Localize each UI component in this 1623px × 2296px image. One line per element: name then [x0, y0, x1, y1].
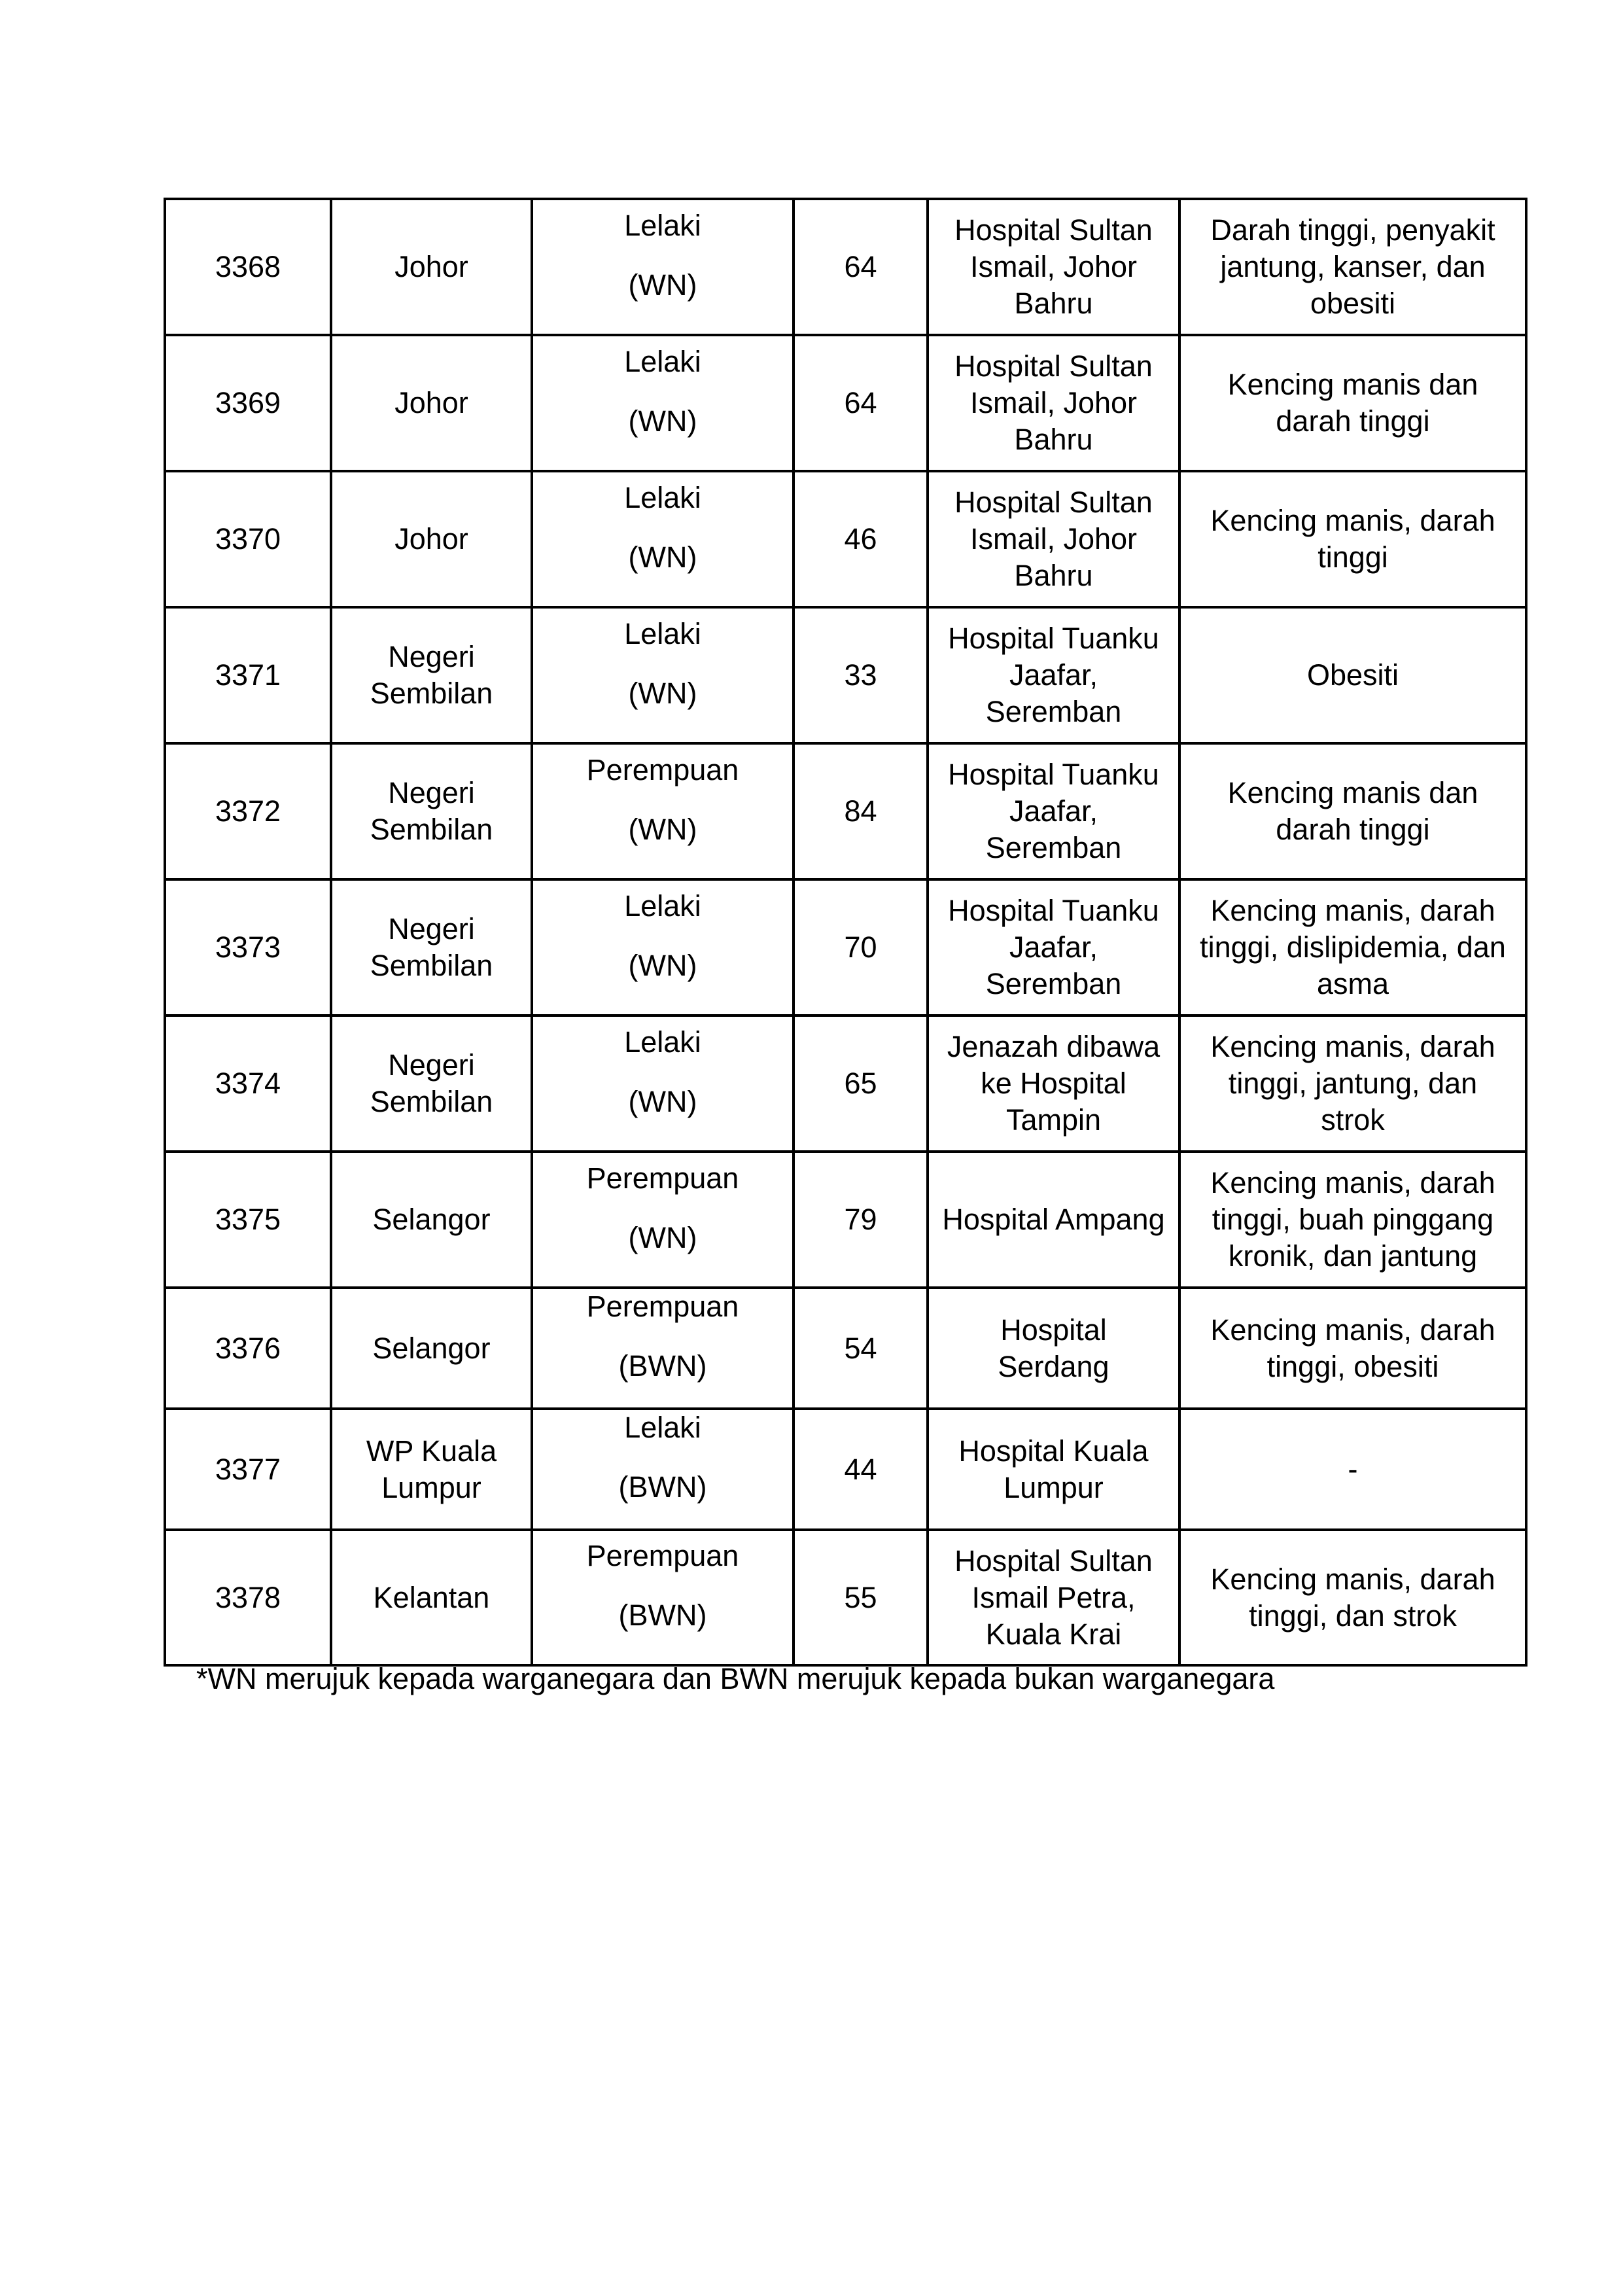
age: 54	[844, 1331, 877, 1365]
age: 44	[844, 1452, 877, 1486]
hospital-cell	[928, 335, 1179, 471]
comorbidities: Kencing manis dan darah tinggi	[1227, 368, 1478, 438]
table-row	[165, 1016, 1526, 1152]
hospital: Hospital Kuala Lumpur	[958, 1434, 1149, 1504]
hospital: Hospital Tuanku Jaafar, Seremban	[948, 758, 1159, 864]
table-row	[165, 1409, 1526, 1530]
citizenship-status: (WN)	[628, 1220, 697, 1254]
case-number: 3375	[215, 1203, 281, 1236]
state: WP Kuala Lumpur	[366, 1434, 497, 1504]
table-row	[165, 607, 1526, 743]
citizenship-status: (BWN)	[618, 1470, 707, 1504]
age-cell	[794, 879, 928, 1016]
comorbidities: Kencing manis, darah tinggi	[1210, 504, 1495, 574]
hospital: Hospital Serdang	[998, 1313, 1109, 1383]
conditions-cell	[1179, 1409, 1526, 1530]
state-cell	[331, 743, 532, 879]
case-number: 3377	[215, 1452, 281, 1486]
comorbidities: Kencing manis, darah tinggi, dislipidemia, dan asma	[1200, 894, 1506, 1000]
state-cell	[331, 879, 532, 1016]
case-number: 3378	[215, 1580, 281, 1614]
state: Johor	[394, 250, 468, 283]
citizenship-status: (BWN)	[618, 1349, 707, 1383]
comorbidities: Obesiti	[1306, 658, 1399, 692]
case-number-cell	[165, 1152, 331, 1288]
gender: Lelaki	[624, 344, 701, 378]
hospital-cell	[928, 1288, 1179, 1409]
comorbidities: Kencing manis, darah tinggi, obesiti	[1210, 1313, 1495, 1383]
gender-cell	[532, 879, 794, 1016]
state: Negeri Sembilan	[370, 640, 493, 710]
age-cell	[794, 1409, 928, 1530]
conditions-cell	[1179, 1288, 1526, 1409]
conditions-cell	[1179, 1152, 1526, 1288]
comorbidities: Kencing manis, darah tinggi, jantung, dan strok	[1210, 1030, 1495, 1137]
case-number: 3371	[215, 658, 281, 692]
comorbidities: Kencing manis, darah tinggi, dan strok	[1210, 1562, 1495, 1633]
hospital-cell	[928, 471, 1179, 607]
case-number-cell	[165, 879, 331, 1016]
hospital: Hospital Sultan Ismail, Johor Bahru	[954, 349, 1153, 456]
gender: Lelaki	[624, 616, 701, 650]
comorbidities: Kencing manis, darah tinggi, buah pinggang kronik, dan jantung	[1210, 1166, 1495, 1273]
age-cell	[794, 199, 928, 335]
citizenship-status: (WN)	[628, 540, 697, 574]
case-number-cell	[165, 1530, 331, 1665]
gender-cell	[532, 743, 794, 879]
state-cell	[331, 1409, 532, 1530]
state-cell	[331, 1016, 532, 1152]
conditions-cell	[1179, 471, 1526, 607]
hospital-cell	[928, 1530, 1179, 1665]
table-row	[165, 199, 1526, 335]
hospital-cell	[928, 879, 1179, 1016]
footnote: *WN merujuk kepada warganegara dan BWN merujuk kepada bukan warganegara	[196, 1662, 1275, 1695]
gender-cell	[532, 1016, 794, 1152]
gender-cell	[532, 199, 794, 335]
hospital: Hospital Sultan Ismail, Johor Bahru	[954, 213, 1153, 320]
hospital-cell	[928, 743, 1179, 879]
state-cell	[331, 199, 532, 335]
age-cell	[794, 1016, 928, 1152]
age-cell	[794, 607, 928, 743]
case-number: 3376	[215, 1331, 281, 1365]
gender: Lelaki	[624, 208, 701, 242]
case-number: 3369	[215, 386, 281, 419]
hospital: Hospital Sultan Ismail, Johor Bahru	[954, 486, 1153, 592]
comorbidities: Kencing manis dan darah tinggi	[1227, 776, 1478, 846]
state-cell	[331, 471, 532, 607]
gender-cell	[532, 1409, 794, 1530]
state-cell	[331, 335, 532, 471]
state: Kelantan	[373, 1580, 490, 1614]
age: 64	[844, 250, 877, 283]
case-number-cell	[165, 1016, 331, 1152]
age-cell	[794, 471, 928, 607]
gender: Perempuan	[586, 1539, 739, 1572]
gender-cell	[532, 607, 794, 743]
age: 64	[844, 386, 877, 419]
case-number: 3368	[215, 250, 281, 283]
conditions-cell	[1179, 879, 1526, 1016]
hospital-cell	[928, 199, 1179, 335]
case-number-cell	[165, 335, 331, 471]
case-number: 3370	[215, 522, 281, 556]
hospital-cell	[928, 1409, 1179, 1530]
citizenship-status: (WN)	[628, 268, 697, 302]
comorbidities: -	[1348, 1452, 1358, 1486]
gender: Lelaki	[624, 889, 701, 923]
gender-cell	[532, 335, 794, 471]
hospital: Hospital Sultan Ismail Petra, Kuala Krai	[954, 1544, 1153, 1651]
gender: Perempuan	[586, 752, 739, 786]
conditions-cell	[1179, 1016, 1526, 1152]
citizenship-status: (WN)	[628, 1084, 697, 1118]
case-number: 3372	[215, 794, 281, 828]
age: 33	[844, 658, 877, 692]
death-case-table	[164, 198, 1527, 1667]
table-row	[165, 1152, 1526, 1288]
state: Negeri Sembilan	[370, 776, 493, 846]
state-cell	[331, 1288, 532, 1409]
table-body	[165, 199, 1526, 1665]
case-number-cell	[165, 199, 331, 335]
conditions-cell	[1179, 607, 1526, 743]
hospital-cell	[928, 1016, 1179, 1152]
age: 84	[844, 794, 877, 828]
age: 79	[844, 1203, 877, 1236]
citizenship-status: (BWN)	[618, 1598, 707, 1632]
hospital-cell	[928, 607, 1179, 743]
state: Negeri Sembilan	[370, 912, 493, 982]
age-cell	[794, 1152, 928, 1288]
comorbidities: Darah tinggi, penyakit jantung, kanser, dan obesiti	[1210, 213, 1495, 320]
hospital: Hospital Tuanku Jaafar, Seremban	[948, 622, 1159, 728]
state: Johor	[394, 386, 468, 419]
citizenship-status: (WN)	[628, 948, 697, 982]
citizenship-status: (WN)	[628, 676, 697, 710]
table-row	[165, 335, 1526, 471]
age: 70	[844, 930, 877, 964]
state-cell	[331, 607, 532, 743]
conditions-cell	[1179, 743, 1526, 879]
state-cell	[331, 1152, 532, 1288]
conditions-cell	[1179, 1530, 1526, 1665]
age-cell	[794, 335, 928, 471]
case-number: 3373	[215, 930, 281, 964]
case-number-cell	[165, 1288, 331, 1409]
state: Selangor	[372, 1331, 491, 1365]
state: Johor	[394, 522, 468, 556]
state: Negeri Sembilan	[370, 1048, 493, 1118]
conditions-cell	[1179, 335, 1526, 471]
case-number-cell	[165, 607, 331, 743]
conditions-cell	[1179, 199, 1526, 335]
table-row	[165, 1288, 1526, 1409]
state-cell	[331, 1530, 532, 1665]
age-cell	[794, 1288, 928, 1409]
gender-cell	[532, 1152, 794, 1288]
citizenship-status: (WN)	[628, 812, 697, 846]
age: 65	[844, 1067, 877, 1100]
age-cell	[794, 1530, 928, 1665]
gender-cell	[532, 1288, 794, 1409]
gender-cell	[532, 1530, 794, 1665]
citizenship-status: (WN)	[628, 404, 697, 438]
gender-cell	[532, 471, 794, 607]
case-number-cell	[165, 471, 331, 607]
table-row	[165, 743, 1526, 879]
case-number: 3374	[215, 1067, 281, 1100]
table-row	[165, 471, 1526, 607]
case-number-cell	[165, 1409, 331, 1530]
gender: Perempuan	[586, 1290, 739, 1323]
gender: Lelaki	[624, 480, 701, 514]
hospital: Hospital Tuanku Jaafar, Seremban	[948, 894, 1159, 1000]
age: 55	[844, 1580, 877, 1614]
table-row	[165, 879, 1526, 1016]
age-cell	[794, 743, 928, 879]
age: 46	[844, 522, 877, 556]
hospital-cell	[928, 1152, 1179, 1288]
gender: Lelaki	[624, 1025, 701, 1059]
hospital: Jenazah dibawa ke Hospital Tampin	[947, 1030, 1161, 1137]
gender: Lelaki	[624, 1411, 701, 1444]
case-number-cell	[165, 743, 331, 879]
state: Selangor	[372, 1203, 491, 1236]
table-row	[165, 1530, 1526, 1665]
gender: Perempuan	[586, 1161, 739, 1195]
hospital: Hospital Ampang	[942, 1203, 1165, 1236]
